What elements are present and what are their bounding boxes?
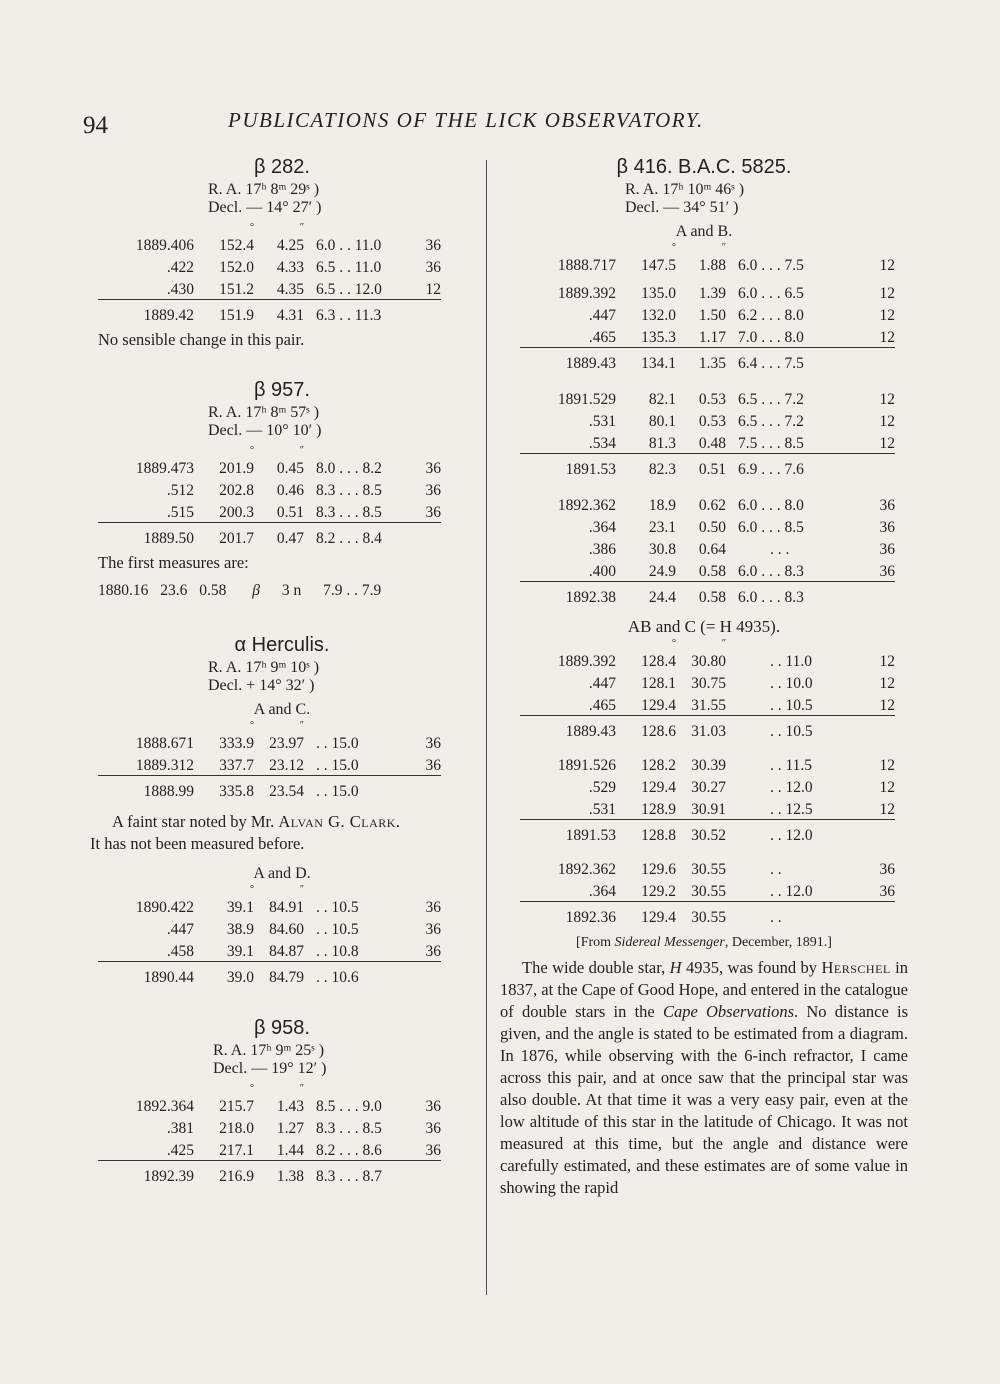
paragraph-run: 4935, was found by [681,958,822,977]
table-row: .447 128.1 30.75 . . 10.0 12 [588,675,895,692]
table-row: 1888.671 333.9 23.97 . . 15.0 36 [135,735,441,752]
right-column [500,150,908,1199]
section-title: β 282. [254,156,310,178]
paragraph-run: in 1837, at the Cape of Good Hope, and entered in the catalogue of double stars in the [500,958,909,1021]
first-observer: β [252,582,260,599]
position: R. A. 17ʰ 9ᵐ 25ˢ ) Decl. — 19° 12′ ) [213,1042,327,1077]
table-row: .529 129.4 30.27 . . 12.0 12 [588,779,895,796]
table-row: .422 152.0 4.33 6.5 . . 11.0 36 [166,259,441,276]
mean-row: 1889.50 201.7 0.47 8.2 . . . 8.4 [98,523,441,549]
measures-table: ° ″ 1889.473 201.9 0.45 8.0 . . . 8.2 36 .512 202.8 0.46 8.3 . . . 8.5 36 .515 200.3 0.51 8.3 . . . 8.5 36 1889.50 201.7 0.47 8.2 . . . 8.4 [98,446,441,548]
table-row: .386 30.8 0.64 . . . 36 [588,541,895,558]
section-b282 [98,156,466,351]
source-note: [From Sidereal Messenger, December, 1891.] [576,935,832,950]
section-alpha-herculis [90,634,466,987]
mean-row: 1889.42 151.9 4.31 6.3 . . 11.3 [98,300,441,326]
table-row: .465 129.4 31.55 . . 10.5 12 [588,697,895,714]
table-row: .364 129.2 30.55 . . 12.0 36 [588,883,895,900]
subheading: A and B. [675,223,733,240]
table-row: .400 24.9 0.58 6.0 . . . 8.3 36 [588,563,895,580]
note: The first measures are: [98,553,249,572]
table-row: .458 39.1 84.87 . . 10.8 36 [166,943,441,960]
measures-table: ° ″ 1889.406 152.4 4.25 6.0 . . 11.0 36 .422 152.0 4.33 6.5 . . 11.0 36 .430 151.2 4.35 6.5 . . 12.0 12 1889.42 151.9 4.31 6.3 . . 11.3 [98,223,441,325]
subheading: A and C. [253,701,311,718]
measures-table: ° ″ 1892.364 215.7 1.43 8.5 . . . 9.0 36 .381 218.0 1.27 8.3 . . . 8.5 36 .425 217.1 1.44 8.2 . . . 8.6 36 1892.39 216.9 1.38 8.3 . . . 8.7 [98,1084,441,1186]
paragraph-run: H [669,958,682,977]
mean-row: 1890.44 39.0 84.79 . . 10.6 [98,962,441,988]
table-row: .425 217.1 1.44 8.2 . . . 8.6 36 [166,1142,441,1159]
table-row: 1891.529 82.1 0.53 6.5 . . . 7.2 12 [557,391,895,408]
mean-row: 1892.39 216.9 1.38 8.3 . . . 8.7 [98,1161,441,1187]
body-paragraph [500,957,908,1199]
ra: R. A. 17ʰ 9ᵐ 25ˢ [213,1042,315,1059]
table-row: 1889.406 152.4 4.25 6.0 . . 11.0 36 [135,237,441,254]
paragraph-run: Herschel [821,958,891,977]
mean-row: 1892.36 129.4 30.55 . . [520,902,895,928]
ra: R. A. 17ʰ 10ᵐ 46ˢ [625,181,735,198]
section-title: β 957. [254,379,310,401]
first-m: 7.9 . . 7.9 [323,582,382,599]
measures-table: ° ″ 1890.422 39.1 84.91 . . 10.5 36 .447 38.9 84.60 . . 10.5 36 .458 39.1 84.87 . . 10.8 36 1890.44 39.0 84.79 . . 10.6 [98,885,441,987]
table-row: .531 128.9 30.91 . . 12.5 12 [588,801,895,818]
first-s: 0.58 [199,582,227,599]
table-row: 1892.362 129.6 30.55 . . 36 [557,861,895,878]
table-row: 1889.392 128.4 30.80 . . 11.0 12 [557,653,895,670]
column-rule [486,160,487,1295]
ra: R. A. 17ʰ 8ᵐ 57ˢ [208,404,310,421]
decl: Decl. — 10° 10′ [208,422,313,439]
section-title: α Herculis. [234,634,330,656]
table-row: .512 202.8 0.46 8.3 . . . 8.5 36 [166,482,441,499]
table-row: 1889.473 201.9 0.45 8.0 . . . 8.2 36 [135,460,441,477]
subheading: A and D. [253,865,311,882]
note: It has not been measured before. [90,834,305,853]
mean-row: 1889.43 134.1 1.35 6.4 . . . 7.5 [520,348,895,374]
section-b416 [500,156,908,1199]
table-row: .515 200.3 0.51 8.3 . . . 8.5 36 [166,504,441,521]
first-p: 23.6 [160,582,188,599]
paragraph-run: Cape Observations [662,1002,795,1021]
section-b957 [98,379,466,600]
table-row: .534 81.3 0.48 7.5 . . . 8.5 12 [588,435,895,452]
measures-table: ° ″ 1888.717 147.5 1.88 6.0 . . . 7.5 12 1889.392 135.0 1.39 6.0 . . . 6.5 12 .447 132.0 1.50 6.2 . . . 8.0 12 .465 135.3 1.17 7.0 . . . 8.0 12 1889.43 134.1 1.35 6.4 . . . 7.5 1891.529 82.1 0.53 6.5 . . . 7.2 12 .531 80.1 0.53 6.5 . . . 7.2 12 .534 81.3 0.48 7.5 . . . 8.5 12 1891.53 82.3 0.51 6.9 . . . 7.6 1892.362 18.9 0.62 6.0 . . . 8.0 36 .364 23.1 0.50 6.0 . . . 8.5 36 .386 30.8 0.64 . . . 36 .400 24.9 0.58 6.0 . . . 8.3 36 1892.38 24.4 0.58 6.0 . . . 8.3 [520,243,895,607]
paragraph-run: The wide double star, [522,958,670,977]
first-n: 3 n [281,582,302,599]
ra: R. A. 17ʰ 8ᵐ 29ˢ [208,181,310,198]
table-row: 1889.392 135.0 1.39 6.0 . . . 6.5 12 [557,285,895,302]
first-measures [98,582,466,600]
running-head: PUBLICATIONS OF THE LICK OBSERVATORY. [228,108,704,132]
paragraph-run: . No distance is given, and the angle is stated to be estimated from a diagram. In 1876, while observing with the 6-inch refractor, I came across this pair, and at once saw that the principal star was also double. At that time it was a very easy pair, even at the low altitude of this star in the latitude of Chicago. It was not measured at this time, but the angle and distance were carefully estimated, and these estimates are of some value in showing the rapid [500,1002,909,1197]
table-row: .430 151.2 4.35 6.5 . . 12.0 12 [166,281,441,298]
table-row: .447 132.0 1.50 6.2 . . . 8.0 12 [588,307,895,324]
measures-table: ° ″ 1888.671 333.9 23.97 . . 15.0 36 1889.312 337.7 23.12 . . 15.0 36 1888.99 335.8 23.54 . . 15.0 [98,721,441,801]
table-row: .381 218.0 1.27 8.3 . . . 8.5 36 [166,1120,441,1137]
section-title: β 958. [254,1017,310,1039]
table-row: .531 80.1 0.53 6.5 . . . 7.2 12 [588,413,895,430]
table-row: 1889.312 337.7 23.12 . . 15.0 36 [135,757,441,774]
table-row: 1888.717 147.5 1.88 6.0 . . . 7.5 12 [557,257,895,274]
position: R. A. 17ʰ 10ᵐ 46ˢ ) Decl. — 34° 51′ ) [625,181,745,216]
ra: R. A. 17ʰ 9ᵐ 10ˢ [208,659,310,676]
mean-row: 1891.53 128.8 30.52 . . 12.0 [520,820,895,846]
section-title: β 416. B.A.C. 5825. [616,156,792,178]
note: No sensible change in this pair. [98,330,305,349]
subheading: AB and C (= H 4935). [627,617,781,636]
table-row: .465 135.3 1.17 7.0 . . . 8.0 12 [588,329,895,346]
decl: Decl. — 14° 27′ [208,199,313,216]
section-b958 [98,1017,466,1186]
left-column [90,150,466,1186]
page-number: 94 [83,112,108,139]
mean-row: 1892.38 24.4 0.58 6.0 . . . 8.3 [520,582,895,608]
decl: Decl. — 19° 12′ [213,1060,318,1077]
position: R. A. 17ʰ 8ᵐ 29ˢ ) Decl. — 14° 27′ ) [208,181,322,216]
note: A faint star noted by Mr. Alvan G. Clark. [112,812,401,831]
decl: Decl. — 34° 51′ [625,199,730,216]
mean-row: 1889.43 128.6 31.03 . . 10.5 [520,716,895,742]
table-row: .364 23.1 0.50 6.0 . . . 8.5 36 [588,519,895,536]
table-row: 1892.364 215.7 1.43 8.5 . . . 9.0 36 [135,1098,441,1115]
measures-table: ° ″ 1889.392 128.4 30.80 . . 11.0 12 .447 128.1 30.75 . . 10.0 12 .465 129.4 31.55 . . 10.5 12 1889.43 128.6 31.03 . . 10.5 1891.526 128.2 30.39 . . 11.5 12 .529 129.4 30.27 . . 12.0 12 .531 128.9 30.91 . . 12.5 12 1891.53 128.8 30.52 . . 12.0 1892.362 129.6 30.55 . . 36 .364 129.2 30.55 . . 12.0 36 1892.36 129.4 30.55 . . [520,639,895,927]
table-row: 1890.422 39.1 84.91 . . 10.5 36 [135,899,441,916]
table-row: 1891.526 128.2 30.39 . . 11.5 12 [557,757,895,774]
decl: Decl. + 14° 32′ [208,677,306,694]
position: R. A. 17ʰ 8ᵐ 57ˢ ) Decl. — 10° 10′ ) [208,404,322,439]
first-date: 1880.16 [98,582,149,599]
table-row: 1892.362 18.9 0.62 6.0 . . . 8.0 36 [557,497,895,514]
position: R. A. 17ʰ 9ᵐ 10ˢ ) Decl. + 14° 32′ ) [208,659,320,694]
table-row: .447 38.9 84.60 . . 10.5 36 [166,921,441,938]
mean-row: 1891.53 82.3 0.51 6.9 . . . 7.6 [520,454,895,480]
mean-row: 1888.99 335.8 23.54 . . 15.0 [98,776,441,802]
